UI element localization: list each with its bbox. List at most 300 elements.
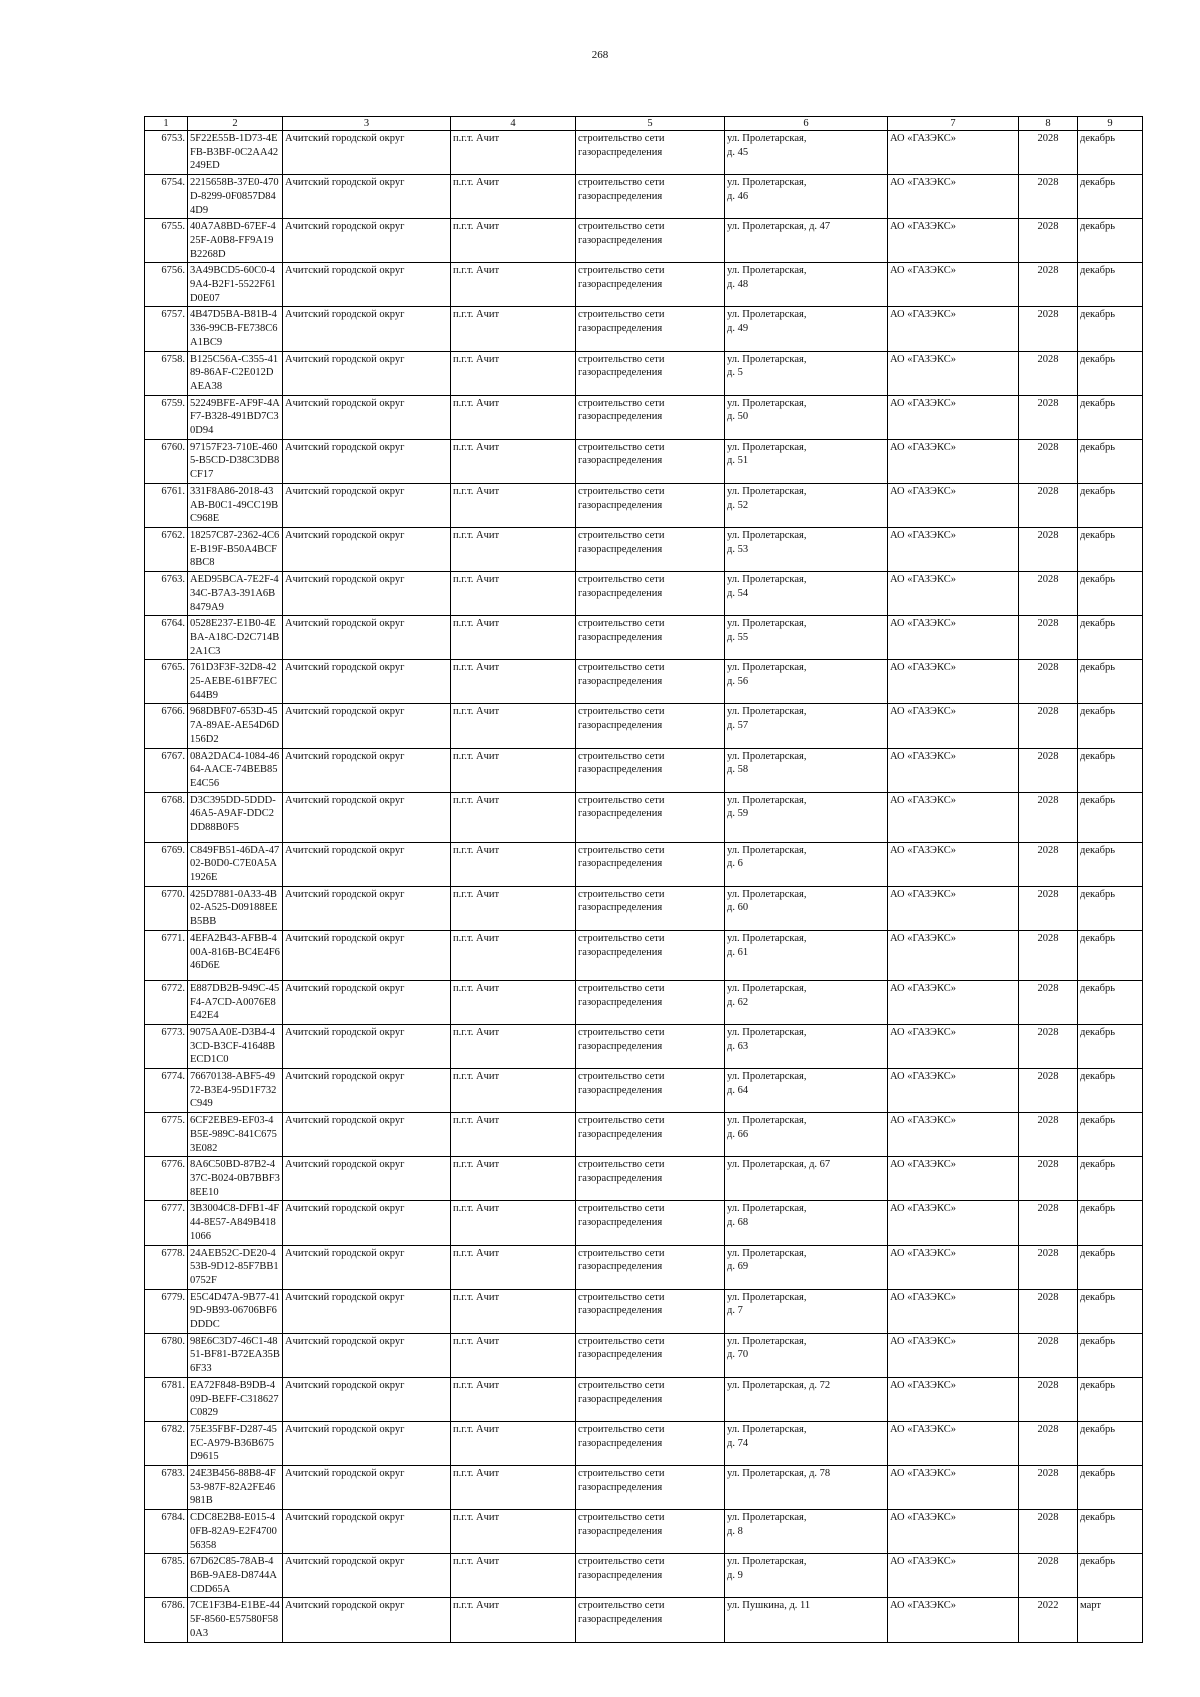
- organization-cell: АО «ГАЗЭКС»: [888, 572, 1019, 616]
- year-cell: 2028: [1019, 527, 1078, 571]
- settlement-cell: п.г.т. Ачит: [451, 527, 576, 571]
- address-line: ул. Пролетарская,: [727, 662, 807, 674]
- row-number-cell: 6757.: [145, 307, 188, 351]
- month-cell: декабрь: [1078, 1554, 1143, 1598]
- work-type-cell: строительство сети газораспределения: [576, 1466, 725, 1510]
- table-row: [145, 930, 1143, 980]
- address-line: ул. Пролетарская,: [727, 353, 807, 365]
- address-line: д. 54: [727, 587, 749, 599]
- row-number-cell: 6765.: [145, 660, 188, 704]
- district-cell: Ачитский городской округ: [283, 483, 451, 527]
- address-line: ул. Пролетарская,: [727, 133, 807, 144]
- page-number: 268: [591, 49, 609, 61]
- year-cell: 2028: [1019, 748, 1078, 792]
- row-number-cell: 6753.: [145, 131, 188, 175]
- month-cell: декабрь: [1078, 483, 1143, 527]
- year-cell: 2028: [1019, 395, 1078, 439]
- object-id-cell: E5C4D47A-9B77-419D-9B93-06706BF6DDDC: [188, 1289, 283, 1333]
- settlement-cell: п.г.т. Ачит: [451, 439, 576, 483]
- address-cell: [725, 1201, 888, 1245]
- address-line: ул. Пролетарская,: [727, 750, 807, 762]
- address-cell: [725, 1598, 888, 1642]
- address-cell: [725, 1024, 888, 1068]
- table-row: [145, 660, 1143, 704]
- month-cell: декабрь: [1078, 263, 1143, 307]
- work-type-cell: строительство сети газораспределения: [576, 131, 725, 175]
- month-cell: декабрь: [1078, 704, 1143, 748]
- year-cell: 2028: [1019, 1333, 1078, 1377]
- settlement-cell: п.г.т. Ачит: [451, 660, 576, 704]
- month-cell: декабрь: [1078, 930, 1143, 980]
- organization-cell: АО «ГАЗЭКС»: [888, 439, 1019, 483]
- table-row: [145, 483, 1143, 527]
- object-id-cell: 3A49BCD5-60C0-49A4-B2F1-5522F61D0E07: [188, 263, 283, 307]
- settlement-cell: п.г.т. Ачит: [451, 1024, 576, 1068]
- work-type-cell: строительство сети газораспределения: [576, 792, 725, 842]
- organization-cell: АО «ГАЗЭКС»: [888, 1421, 1019, 1465]
- row-number-cell: 6769.: [145, 842, 188, 886]
- year-cell: 2028: [1019, 886, 1078, 930]
- address-cell: [725, 1510, 888, 1554]
- table-row: [145, 439, 1143, 483]
- object-id-cell: 18257C87-2362-4C6E-B19F-B50A4BCF8BC8: [188, 527, 283, 571]
- address-line: ул. Пролетарская,: [727, 1291, 807, 1303]
- district-cell: Ачитский городской округ: [283, 1201, 451, 1245]
- address-line: д. 68: [727, 1217, 749, 1229]
- address-line: д. 9: [727, 1569, 743, 1581]
- settlement-cell: п.г.т. Ачит: [451, 307, 576, 351]
- address-cell: [725, 980, 888, 1024]
- row-number-cell: 6773.: [145, 1024, 188, 1068]
- district-cell: Ачитский городской округ: [283, 660, 451, 704]
- work-type-cell: строительство сети газораспределения: [576, 1333, 725, 1377]
- table-row: [145, 1554, 1143, 1598]
- organization-cell: АО «ГАЗЭКС»: [888, 1157, 1019, 1201]
- month-cell: декабрь: [1078, 351, 1143, 395]
- address-line: д. 55: [727, 631, 749, 643]
- district-cell: Ачитский городской округ: [283, 1157, 451, 1201]
- district-cell: Ачитский городской округ: [283, 1510, 451, 1554]
- address-line: д. 6: [727, 858, 743, 870]
- district-cell: Ачитский городской округ: [283, 1421, 451, 1465]
- settlement-cell: п.г.т. Ачит: [451, 1554, 576, 1598]
- object-id-cell: 0528E237-E1B0-4EBA-A18C-D2C714B2A1C3: [188, 616, 283, 660]
- object-id-cell: 9075AA0E-D3B4-43CD-B3CF-41648BECD1C0: [188, 1024, 283, 1068]
- address-line: д. 51: [727, 455, 749, 467]
- address-line: д. 74: [727, 1437, 749, 1449]
- work-type-cell: строительство сети газораспределения: [576, 930, 725, 980]
- address-line: д. 50: [727, 411, 749, 423]
- column-number-header-row: [145, 117, 1143, 131]
- work-type-cell: строительство сети газораспределения: [576, 483, 725, 527]
- year-cell: 2028: [1019, 1510, 1078, 1554]
- year-cell: 2028: [1019, 1377, 1078, 1421]
- address-cell: [725, 1245, 888, 1289]
- work-type-cell: строительство сети газораспределения: [576, 1245, 725, 1289]
- table-row: [145, 175, 1143, 219]
- year-cell: 2028: [1019, 1466, 1078, 1510]
- year-cell: 2028: [1019, 219, 1078, 263]
- table-row: [145, 1245, 1143, 1289]
- work-type-cell: строительство сети газораспределения: [576, 1377, 725, 1421]
- table-row: [145, 1510, 1143, 1554]
- district-cell: Ачитский городской округ: [283, 842, 451, 886]
- organization-cell: АО «ГАЗЭКС»: [888, 660, 1019, 704]
- address-cell: [725, 1421, 888, 1465]
- address-line: ул. Пролетарская,: [727, 1071, 807, 1083]
- district-cell: Ачитский городской округ: [283, 1554, 451, 1598]
- table-row: [145, 1421, 1143, 1465]
- object-id-cell: B125C56A-C355-4189-86AF-C2E012DAEA38: [188, 351, 283, 395]
- table-row: [145, 980, 1143, 1024]
- row-number-cell: 6772.: [145, 980, 188, 1024]
- table-row: [145, 572, 1143, 616]
- address-cell: [725, 616, 888, 660]
- address-line: ул. Пролетарская,: [727, 1335, 807, 1347]
- row-number-cell: 6775.: [145, 1113, 188, 1157]
- month-cell: декабрь: [1078, 1377, 1143, 1421]
- object-id-cell: 6CF2EBE9-EF03-4B5E-989C-841C6753E082: [188, 1113, 283, 1157]
- table-row: [145, 263, 1143, 307]
- table-body: [145, 131, 1143, 1643]
- work-type-cell: строительство сети газораспределения: [576, 219, 725, 263]
- settlement-cell: п.г.т. Ачит: [451, 1466, 576, 1510]
- address-line: д. 53: [727, 543, 749, 555]
- address-cell: [725, 886, 888, 930]
- year-cell: 2028: [1019, 483, 1078, 527]
- month-cell: декабрь: [1078, 980, 1143, 1024]
- row-number-cell: 6770.: [145, 886, 188, 930]
- row-number-cell: 6780.: [145, 1333, 188, 1377]
- address-line: ул. Пролетарская,: [727, 844, 807, 856]
- address-cell: [725, 572, 888, 616]
- work-type-cell: строительство сети газораспределения: [576, 307, 725, 351]
- address-cell: [725, 1554, 888, 1598]
- settlement-cell: п.г.т. Ачит: [451, 616, 576, 660]
- row-number-cell: 6786.: [145, 1598, 188, 1642]
- object-id-cell: AED95BCA-7E2F-434C-B7A3-391A6B8479A9: [188, 572, 283, 616]
- organization-cell: АО «ГАЗЭКС»: [888, 748, 1019, 792]
- object-id-cell: 4EFA2B43-AFBB-400A-816B-BC4E4F646D6E: [188, 930, 283, 980]
- work-type-cell: строительство сети газораспределения: [576, 572, 725, 616]
- work-type-cell: строительство сети газораспределения: [576, 527, 725, 571]
- object-id-cell: 761D3F3F-32D8-4225-AEBE-61BF7EC644B9: [188, 660, 283, 704]
- table-row: [145, 842, 1143, 886]
- address-line: ул. Пролетарская,: [727, 706, 807, 718]
- table-row: [145, 1201, 1143, 1245]
- district-cell: Ачитский городской округ: [283, 1598, 451, 1642]
- address-line: д. 62: [727, 996, 749, 1008]
- table-row: [145, 1157, 1143, 1201]
- address-cell: [725, 842, 888, 886]
- district-cell: Ачитский городской округ: [283, 704, 451, 748]
- month-cell: декабрь: [1078, 842, 1143, 886]
- settlement-cell: п.г.т. Ачит: [451, 1510, 576, 1554]
- object-id-cell: C849FB51-46DA-4702-B0D0-C7E0A5A1926E: [188, 842, 283, 886]
- address-line: ул. Пролетарская,: [727, 932, 807, 944]
- organization-cell: АО «ГАЗЭКС»: [888, 395, 1019, 439]
- address-line: ул. Пролетарская,: [727, 177, 807, 189]
- work-type-cell: строительство сети газораспределения: [576, 351, 725, 395]
- address-cell: [725, 704, 888, 748]
- work-type-cell: строительство сети газораспределения: [576, 1024, 725, 1068]
- year-cell: 2028: [1019, 1421, 1078, 1465]
- work-type-cell: строительство сети газораспределения: [576, 980, 725, 1024]
- address-cell: [725, 1157, 888, 1201]
- month-cell: декабрь: [1078, 1201, 1143, 1245]
- table-row: [145, 1466, 1143, 1510]
- organization-cell: АО «ГАЗЭКС»: [888, 1245, 1019, 1289]
- address-line: ул. Пролетарская,: [727, 265, 807, 277]
- district-cell: Ачитский городской округ: [283, 1466, 451, 1510]
- column-header: 8: [1019, 117, 1078, 131]
- table-row: [145, 1289, 1143, 1333]
- table-row: [145, 1024, 1143, 1068]
- address-line: ул. Пролетарская, д. 47: [727, 221, 831, 233]
- month-cell: декабрь: [1078, 527, 1143, 571]
- object-id-cell: 5F22E55B-1D73-4EFB-B3BF-0C2AA42249ED: [188, 131, 283, 175]
- work-type-cell: строительство сети газораспределения: [576, 1554, 725, 1598]
- address-line: ул. Пролетарская,: [727, 1203, 807, 1215]
- settlement-cell: п.г.т. Ачит: [451, 1333, 576, 1377]
- settlement-cell: п.г.т. Ачит: [451, 748, 576, 792]
- table-row: [145, 886, 1143, 930]
- month-cell: декабрь: [1078, 1333, 1143, 1377]
- work-type-cell: строительство сети газораспределения: [576, 1421, 725, 1465]
- organization-cell: АО «ГАЗЭКС»: [888, 1377, 1019, 1421]
- year-cell: 2028: [1019, 1024, 1078, 1068]
- district-cell: Ачитский городской округ: [283, 527, 451, 571]
- object-id-cell: 331F8A86-2018-43AB-B0C1-49CC19BC968E: [188, 483, 283, 527]
- address-line: д. 61: [727, 946, 749, 958]
- organization-cell: АО «ГАЗЭКС»: [888, 980, 1019, 1024]
- month-cell: декабрь: [1078, 1421, 1143, 1465]
- organization-cell: АО «ГАЗЭКС»: [888, 1598, 1019, 1642]
- month-cell: декабрь: [1078, 886, 1143, 930]
- work-type-cell: строительство сети газораспределения: [576, 1069, 725, 1113]
- row-number-cell: 6759.: [145, 395, 188, 439]
- row-number-cell: 6756.: [145, 263, 188, 307]
- address-line: ул. Пролетарская,: [727, 1423, 807, 1435]
- address-line: ул. Пролетарская, д. 78: [727, 1468, 831, 1480]
- organization-cell: АО «ГАЗЭКС»: [888, 527, 1019, 571]
- address-line: ул. Пролетарская, д. 72: [727, 1379, 831, 1391]
- year-cell: 2028: [1019, 1289, 1078, 1333]
- object-id-cell: 968DBF07-653D-457A-89AE-AE54D6D156D2: [188, 704, 283, 748]
- column-header: 6: [725, 117, 888, 131]
- address-line: ул. Пролетарская,: [727, 574, 807, 586]
- work-type-cell: строительство сети газораспределения: [576, 1510, 725, 1554]
- settlement-cell: п.г.т. Ачит: [451, 483, 576, 527]
- district-cell: Ачитский городской округ: [283, 307, 451, 351]
- object-id-cell: EA72F848-B9DB-409D-BEFF-C318627C0829: [188, 1377, 283, 1421]
- organization-cell: АО «ГАЗЭКС»: [888, 263, 1019, 307]
- address-line: д. 46: [727, 190, 749, 202]
- settlement-cell: п.г.т. Ачит: [451, 131, 576, 175]
- row-number-cell: 6767.: [145, 748, 188, 792]
- row-number-cell: 6763.: [145, 572, 188, 616]
- district-cell: Ачитский городской округ: [283, 792, 451, 842]
- organization-cell: АО «ГАЗЭКС»: [888, 131, 1019, 175]
- district-cell: Ачитский городской округ: [283, 1377, 451, 1421]
- object-id-cell: 4B47D5BA-B81B-4336-99CB-FE738C6A1BC9: [188, 307, 283, 351]
- district-cell: Ачитский городской округ: [283, 748, 451, 792]
- month-cell: декабрь: [1078, 439, 1143, 483]
- object-id-cell: 8A6C50BD-87B2-437C-B024-0B7BBF38EE10: [188, 1157, 283, 1201]
- settlement-cell: п.г.т. Ачит: [451, 930, 576, 980]
- district-cell: Ачитский городской округ: [283, 131, 451, 175]
- object-id-cell: 425D7881-0A33-4B02-A525-D09188EEB5BB: [188, 886, 283, 930]
- table-row: [145, 1069, 1143, 1113]
- address-cell: [725, 1069, 888, 1113]
- row-number-cell: 6766.: [145, 704, 188, 748]
- year-cell: 2028: [1019, 660, 1078, 704]
- settlement-cell: п.г.т. Ачит: [451, 886, 576, 930]
- year-cell: 2028: [1019, 439, 1078, 483]
- organization-cell: АО «ГАЗЭКС»: [888, 616, 1019, 660]
- work-type-cell: строительство сети газораспределения: [576, 886, 725, 930]
- settlement-cell: п.г.т. Ачит: [451, 219, 576, 263]
- address-line: д. 8: [727, 1525, 743, 1537]
- row-number-cell: 6782.: [145, 1421, 188, 1465]
- row-number-cell: 6783.: [145, 1466, 188, 1510]
- organization-cell: АО «ГАЗЭКС»: [888, 483, 1019, 527]
- month-cell: декабрь: [1078, 219, 1143, 263]
- table-row: [145, 1113, 1143, 1157]
- table-row: [145, 395, 1143, 439]
- row-number-cell: 6758.: [145, 351, 188, 395]
- address-cell: [725, 439, 888, 483]
- month-cell: декабрь: [1078, 748, 1143, 792]
- work-type-cell: строительство сети газораспределения: [576, 175, 725, 219]
- month-cell: март: [1078, 1598, 1143, 1642]
- table-row: [145, 616, 1143, 660]
- address-line: д. 70: [727, 1349, 749, 1361]
- work-type-cell: строительство сети газораспределения: [576, 1289, 725, 1333]
- settlement-cell: п.г.т. Ачит: [451, 1421, 576, 1465]
- table-row: [145, 1598, 1143, 1642]
- district-cell: Ачитский городской округ: [283, 1024, 451, 1068]
- address-line: ул. Пушкина, д. 11: [727, 1600, 811, 1612]
- settlement-cell: п.г.т. Ачит: [451, 792, 576, 842]
- work-type-cell: строительство сети газораспределения: [576, 660, 725, 704]
- month-cell: декабрь: [1078, 175, 1143, 219]
- district-cell: Ачитский городской округ: [283, 1333, 451, 1377]
- work-type-cell: строительство сети газораспределения: [576, 616, 725, 660]
- work-type-cell: строительство сети газораспределения: [576, 1157, 725, 1201]
- organization-cell: АО «ГАЗЭКС»: [888, 1024, 1019, 1068]
- work-type-cell: строительство сети газораспределения: [576, 748, 725, 792]
- month-cell: декабрь: [1078, 1157, 1143, 1201]
- year-cell: 2028: [1019, 1245, 1078, 1289]
- address-cell: [725, 131, 888, 175]
- column-header: 2: [188, 117, 283, 131]
- organization-cell: АО «ГАЗЭКС»: [888, 1510, 1019, 1554]
- table-row: [145, 1377, 1143, 1421]
- district-cell: Ачитский городской округ: [283, 1113, 451, 1157]
- address-line: ул. Пролетарская,: [727, 441, 807, 453]
- object-id-cell: E887DB2B-949C-45F4-A7CD-A0076E8E42E4: [188, 980, 283, 1024]
- year-cell: 2028: [1019, 307, 1078, 351]
- address-line: д. 66: [727, 1128, 749, 1140]
- address-line: ул. Пролетарская,: [727, 1512, 807, 1524]
- district-cell: Ачитский городской округ: [283, 395, 451, 439]
- district-cell: Ачитский городской округ: [283, 351, 451, 395]
- address-cell: [725, 395, 888, 439]
- district-cell: Ачитский городской округ: [283, 572, 451, 616]
- organization-cell: АО «ГАЗЭКС»: [888, 219, 1019, 263]
- address-line: д. 56: [727, 676, 749, 688]
- address-cell: [725, 307, 888, 351]
- work-type-cell: строительство сети газораспределения: [576, 263, 725, 307]
- column-header: 3: [283, 117, 451, 131]
- address-cell: [725, 1333, 888, 1377]
- year-cell: 2028: [1019, 1113, 1078, 1157]
- object-id-cell: CDC8E2B8-E015-40FB-82A9-E2F470056358: [188, 1510, 283, 1554]
- work-type-cell: строительство сети газораспределения: [576, 704, 725, 748]
- address-line: ул. Пролетарская, д. 67: [727, 1159, 831, 1171]
- address-line: ул. Пролетарская,: [727, 1556, 807, 1568]
- organization-cell: АО «ГАЗЭКС»: [888, 792, 1019, 842]
- settlement-cell: п.г.т. Ачит: [451, 980, 576, 1024]
- month-cell: декабрь: [1078, 1510, 1143, 1554]
- month-cell: декабрь: [1078, 1069, 1143, 1113]
- gas-network-registry-table: [144, 116, 1143, 1643]
- month-cell: декабрь: [1078, 792, 1143, 842]
- work-type-cell: строительство сети газораспределения: [576, 1201, 725, 1245]
- address-line: ул. Пролетарская,: [727, 397, 807, 409]
- settlement-cell: п.г.т. Ачит: [451, 1377, 576, 1421]
- month-cell: декабрь: [1078, 1466, 1143, 1510]
- address-line: д. 7: [727, 1305, 743, 1317]
- organization-cell: АО «ГАЗЭКС»: [888, 1113, 1019, 1157]
- district-cell: Ачитский городской округ: [283, 616, 451, 660]
- work-type-cell: строительство сети газораспределения: [576, 395, 725, 439]
- organization-cell: АО «ГАЗЭКС»: [888, 1466, 1019, 1510]
- object-id-cell: 98E6C3D7-46C1-4851-BF81-B72EA35B6F33: [188, 1333, 283, 1377]
- district-cell: Ачитский городской округ: [283, 439, 451, 483]
- row-number-cell: 6761.: [145, 483, 188, 527]
- settlement-cell: п.г.т. Ачит: [451, 1245, 576, 1289]
- year-cell: 2028: [1019, 1201, 1078, 1245]
- row-number-cell: 6762.: [145, 527, 188, 571]
- month-cell: декабрь: [1078, 1245, 1143, 1289]
- address-line: д. 52: [727, 499, 749, 511]
- year-cell: 2028: [1019, 1157, 1078, 1201]
- organization-cell: АО «ГАЗЭКС»: [888, 704, 1019, 748]
- address-line: д. 48: [727, 279, 749, 291]
- settlement-cell: п.г.т. Ачит: [451, 351, 576, 395]
- year-cell: 2028: [1019, 616, 1078, 660]
- settlement-cell: п.г.т. Ачит: [451, 1069, 576, 1113]
- address-cell: [725, 1289, 888, 1333]
- district-cell: Ачитский городской округ: [283, 1069, 451, 1113]
- address-line: ул. Пролетарская,: [727, 1247, 807, 1259]
- settlement-cell: п.г.т. Ачит: [451, 1113, 576, 1157]
- object-id-cell: 7CE1F3B4-E1BE-445F-8560-E57580F580A3: [188, 1598, 283, 1642]
- address-line: ул. Пролетарская,: [727, 529, 807, 541]
- object-id-cell: 24AEB52C-DE20-453B-9D12-85F7BB10752F: [188, 1245, 283, 1289]
- year-cell: 2028: [1019, 930, 1078, 980]
- year-cell: 2028: [1019, 1069, 1078, 1113]
- month-cell: декабрь: [1078, 307, 1143, 351]
- address-cell: [725, 527, 888, 571]
- address-line: д. 69: [727, 1261, 749, 1273]
- table-row: [145, 307, 1143, 351]
- district-cell: Ачитский городской округ: [283, 175, 451, 219]
- organization-cell: АО «ГАЗЭКС»: [888, 1333, 1019, 1377]
- address-cell: [725, 351, 888, 395]
